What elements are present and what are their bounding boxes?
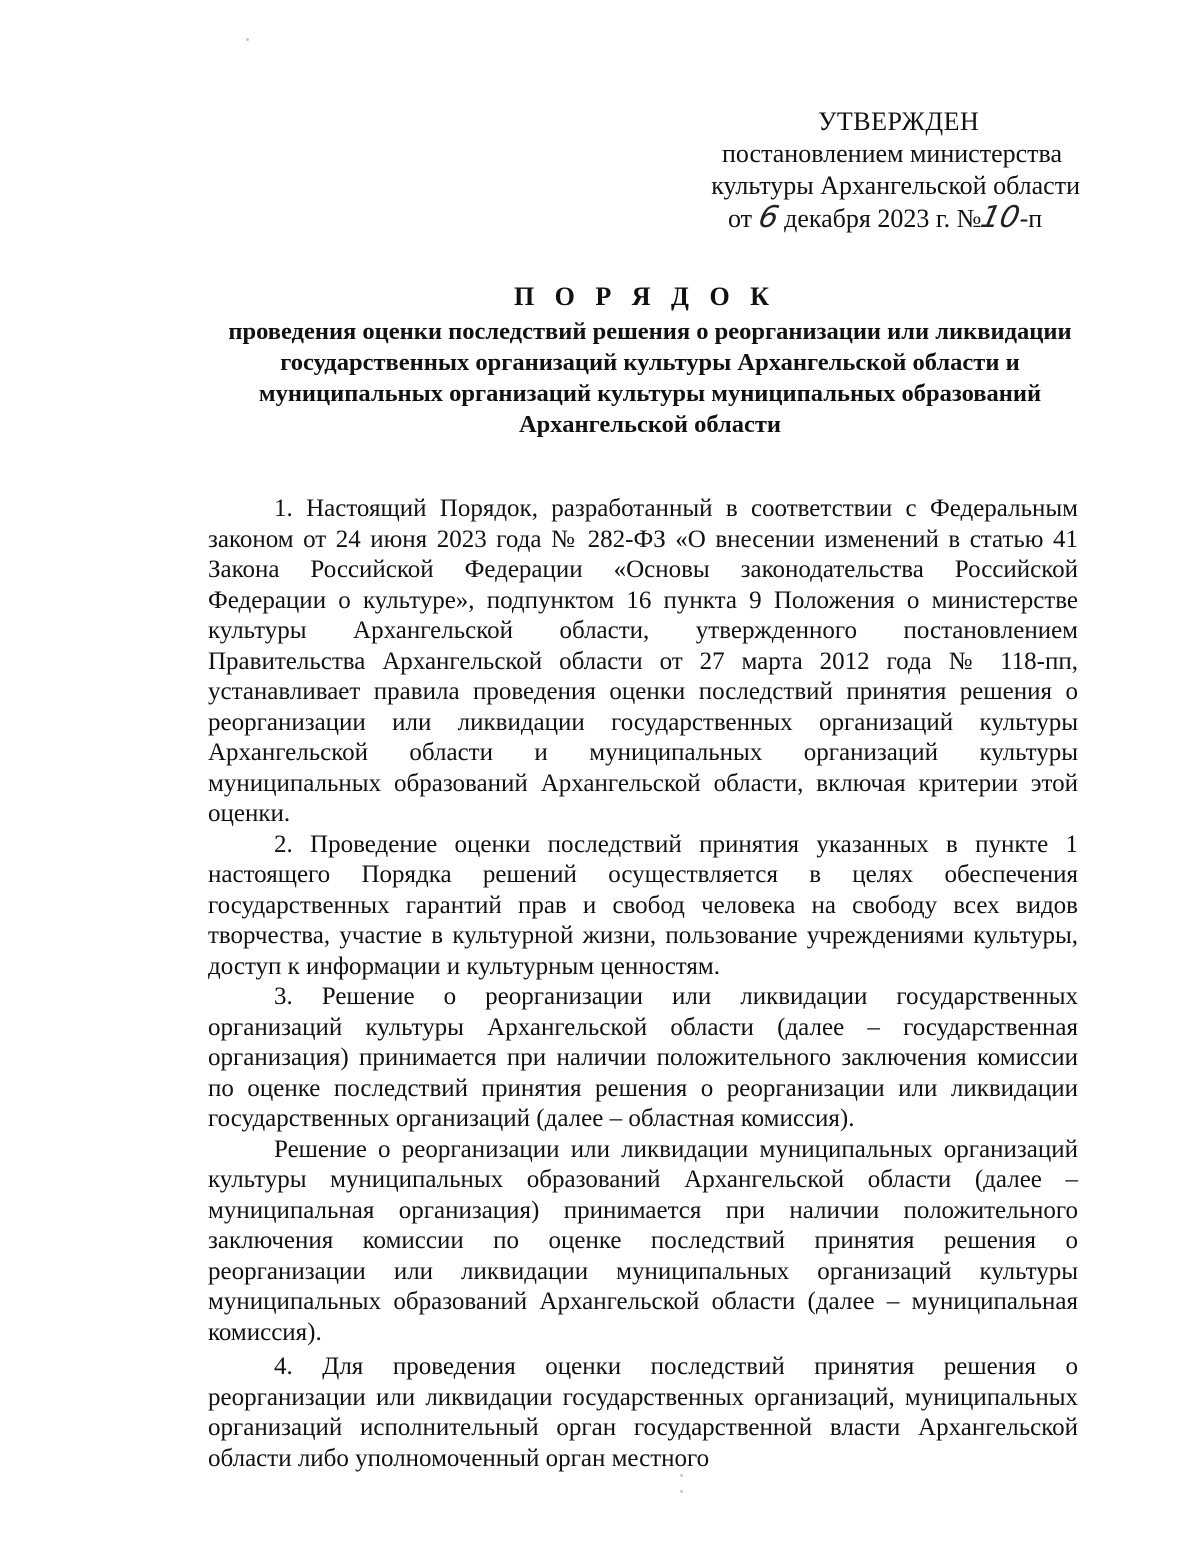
date-suffix: -п <box>1019 204 1043 233</box>
paragraph-2: 2. Проведение оценки последствий принятия указанных в пункте 1 настоящего Порядка решений осуществляется в целях обеспечения государственных гарантий прав и свобод человека на свободу всех видов творчества, участие в культурной жизни, пользование учреждениями культуры, доступ к информации и культурным ценностям. <box>208 830 1078 980</box>
approval-title: УТВЕРЖДЕН <box>818 107 980 136</box>
scan-artifact <box>680 1474 683 1477</box>
document-subtitle: проведения оценки последствий решения о реорганизации или ликвидации государственных организаций культуры Архангельской области и муниципальных организаций культуры муниципальных образований Архангельской области <box>228 318 1072 438</box>
scan-artifact <box>246 38 249 41</box>
approval-date-line <box>640 202 1100 235</box>
approval-line-2: культуры Архангельской области <box>711 171 1080 200</box>
paragraph-3: 3. Решение о реорганизации или ликвидации государственных организаций культуры Архангельской области (далее – государственная организация) принимается при наличии положительного заключения комиссии по оценке последствий принятия решения о реорганизации или ликвидации государственных организаций (далее – областная комиссия). <box>208 983 1078 1132</box>
approval-stamp <box>640 106 1100 235</box>
paragraph-3-continued: Решение о реорганизации или ликвидации муниципальных организаций культуры муниципальных образований Архангельской области (далее – муниципальная организация) принимается при наличии положительного заключения комиссии по оценке последствий принятия решения о реорганизации или ликвидации муниципальных организаций культуры муниципальных образований Архангельской области (далее – муниципальная комиссия). <box>208 1135 1078 1346</box>
date-middle: декабря 2023 г. № <box>784 204 982 233</box>
paragraph-4: 4. Для проведения оценки последствий принятия решения о реорганизации или ликвидации государственных организаций, муниципальных организаций исполнительный орган государственной власти Архангельской области либо уполномоченный орган местного <box>208 1353 1078 1472</box>
date-prefix: от <box>728 204 753 233</box>
document-body <box>208 494 1078 1474</box>
approval-line-1: постановлением министерства <box>721 139 1062 168</box>
paragraph-1: 1. Настоящий Порядок, разработанный в соответствии с Федеральным законом от 24 июня 2023 года № 282-ФЗ «О внесении изменений в статью 41 Закона Российской Федерации «Основы законодательства Российской Федерации о культуре», подпунктом 16 пункта 9 Положения о министерстве культуры Архангельской области, утвержденного постановлением Правительства Архангельской области от 27 марта 2012 года № 118-пп, устанавливает правила проведения оценки последствий принятия решения о реорганизации или ликвидации государственных организаций культуры Архангельской области и муниципальных организаций культуры муниципальных образований Архангельской области, включая критерии этой оценки. <box>208 495 1078 827</box>
handwritten-day: 6 <box>754 200 782 235</box>
handwritten-number: 10 <box>977 200 1024 235</box>
document-title: П О Р Я Д О К <box>513 282 777 311</box>
scan-artifact <box>680 1490 683 1493</box>
